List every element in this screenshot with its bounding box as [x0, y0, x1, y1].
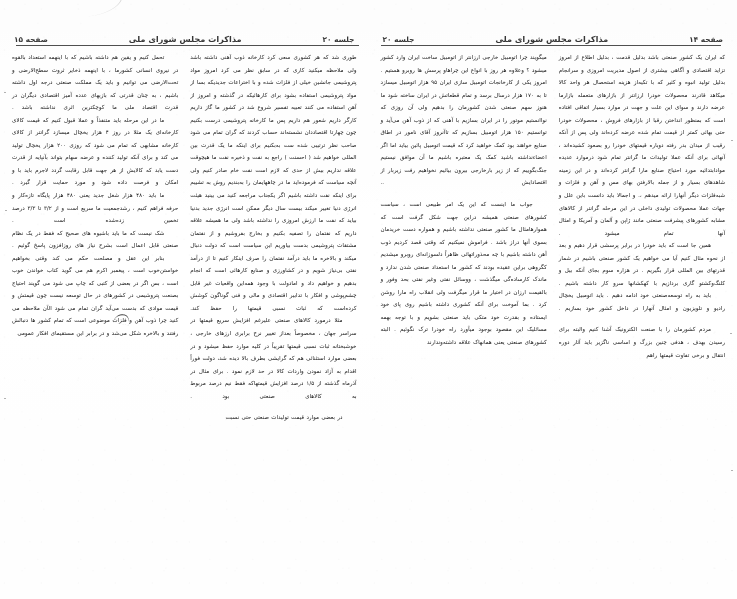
page-header-right	[383, 26, 724, 44]
paragraph: همین جا است که باید خودرا در برابر پرسشی قرار دهیم و بعد از نحوه مثال کنیم آیا می خواهیم یک کشور صنعتی باشیم در شمار قدرتهای بین المللی قرار بگیریم . در هزاره سوم بجای آنکه بیل و کلنگ‌وکشتو گاری بردازیم با کهکشانها سرو کار داشته باشیم .	[558, 243, 725, 287]
paragraph: بنابر این عقل و مصلحت حکم می کند وقتی بخواهیم خواستن‌خوب است ، پیغمبر اکرم هم می گوید کتاب خواندن خوب است ، بس اگر در بعضی از کتبی که چاپ می شود می گویند احتیاج بصنعت پتروشیمی در کشورهای در حال توسعه نیست چون قیمتش و قیمت موادی که بدست می‌آید گران تمام می شود الآن ملاحظه می کنید چرا ذوب آهن و فلزات موضوعی است که تمام کشور ها دنبالش رفتند و بالاخره شکل می‌شد و در برابر این مستقیمای افکار عمومی	[12, 255, 179, 338]
page-right	[369, 0, 737, 599]
text-columns-right	[381, 52, 726, 569]
paragraph: میگویند چرا اتومبیل خارجی ارزانتر از اتومبیل ساخت ایران وارد کشور میشود ؟ وعلاوه هر روز با انواع این چراهاو پرسش ها روبرو هستیم . امروز یکی از کارخانجات اتومبیل سازی ایران ۹۵ هزار اتومبیل میسازد تا به ۱۷۰ هزار درسال برسد و تمام قطعاتش در ایران ساخته شود ما هنوز سهم صنعتی شدن کشورمان را بدهیم ولی آن روزی که نواانستیم موتور را در ایران بسازیم با آهنی که از ذوب آهن می‌آید و توانستیم ۱۵۰ هزار اتومبیل بسازیم که تاآنروز آقای نامور در اطاق صنایع خواهند بود کمک خواهید کرد که قیمت اتومبیل پائین بیاید اما اگر اعضاءنداشته باشید کمک یک معتبره باشیم ما آن موافق نیستیم جنگ‌بگوییم که از زیر بارخارجی بیرون بیائیم نخواهیم رفت زیربار از اقتصادایش ..	[380, 55, 547, 187]
paragraph: جواب ما اینست که این یک امر طبیعی است ، سیاست کشورهای صنعتی همیشه دراین جهت شکل گرفت است که هموارهامثال ما کشور صنعتی نداشته باشیم و همواره دست خریدمان بسوی آنها دراز باشد . فراموش نمیکنیم که وقتی قصد کردیم ذوب آهن داشته باشیم با چه محذوراتهائی ظاهراً دلسوزانه‌ای روبرو میشدیم کگروهی براین عقیده بودند که کشور ما استعداد صنعتی شدن ندارد و ماندک کارساده‌گی میگذشت ، ووسائل نفتی وغیر نفتی بحد وفور و بالقیمت ارزان در اختیار ما قرار میگرفت ولی انقلاب راه مارا روشن کرد . بما آموخت برای آنکه کشوری داشته باشیم روی پای خود ایستاده و بقدرت خود متکی باید صنعتی بشویم و با توجه بهمه مسائلیک این مقصود بوجود میآورد راه خودرا ترک نگوئیم . البته کشورهای صنعتی یعنی همانهاک علاقه داشته‌وندارند	[380, 202, 547, 347]
column-left-outer	[190, 52, 356, 569]
column-right-outer	[381, 52, 547, 569]
session-label-left: جلسه ۲۰	[322, 35, 355, 44]
scan-edge-tick	[4, 398, 6, 399]
page-number-left: صفحه ۱۵	[14, 35, 48, 44]
paragraph: شک نیست که ما باید باشیوه های صحیح که فقط در یک نظام صنعتی قابل اعمال است بشرح نیاز های روزافزون پاسخ گوئیم .	[12, 230, 179, 250]
column-right-inner	[559, 52, 725, 569]
paragraph: مثلا درمورد کالاهای صنعتی علیرغم افزایش سریع قیمتها در سراسر جهان ، مخصوصاً بعداز تغییر نرخ برابری ارزهای خارجی ، خوشبختانه ثبات نسبی قیمتها تقریباً در کلیه موارد حفظ میشود و در بعضی موارد استثنائی هم که گرایشی بطرف بالا دیده شد، دولت فوراً اقدام به آزاد نمودن واردات کالا در حد لازم نمود . برای مثال در آذرماه گذشته از ۱/۵ درصد افزایش قیمتهاکه فقط نیم درصد مربوط به کالاهای صنعتی بود .	[190, 318, 357, 400]
page-number-right: صفحه ۱۴	[689, 35, 723, 44]
paragraph: باید به راه توسعه‌صنعتی خود ادامه دهیم . باید اتومبیل یخچال رادیو و تلویزیون و امثال آنهارا در داخل کشور خود بسازیم .	[558, 293, 725, 312]
scan-edge-tick	[731, 140, 733, 141]
text-columns-left	[12, 52, 357, 569]
header-rule-right	[381, 45, 722, 46]
scan-edge-tick	[731, 470, 733, 471]
paragraph: مردم کشورمان را با صنعت الکترونیک آشنا کنیم والبته برای رسیدن بهدف ، هدفی چنین بزرگ و اساسی ناگزیر باید آثار دوره انتقال و برخی تفاوت قیمتها راهم	[558, 327, 725, 359]
paragraph: در بعضی موارد قیمت تولیدات صنعتی حتی نسبت	[225, 415, 343, 422]
scan-edge-tick	[730, 333, 732, 334]
column-left-outer-body	[190, 52, 356, 425]
publication-title-left: مذاکرات مجلس شورای ملی	[128, 34, 242, 44]
header-rule-left	[16, 45, 359, 46]
scan-edge-tick	[5, 210, 7, 211]
paragraph: ما در این مرحله باید متنفذاً و عملا قبول کنیم که قیمت کالای کارخانه‌ای یک مثلا در روز ۴ هزار یخچال میسازد گرانتر از کالای کارخانه مشابهی که تمام می شود که روزی ۲۰۰ هزار یخچال تولید می کند و برای آنکه تولید کننده و عرضه سهام بتواند بآنپایه از قدرت دست یابد که کالایش از هر جهت قابل رقابت گردد لاجرم باید با و امکان و فرصت داده شود و مورد حمایت قرار گیرد .	[12, 117, 179, 187]
paragraph: ما باید ۴۸۰ هزار شغل جدید یعنی ۴۸۰ هزار پایگاه تازه‌کار و حرفه فراهم کنیم ، رشدجمعیت ما سریع است و از ۳/۲ تا ۳/۳ درصد تخمین زده‌شده است .	[12, 193, 179, 225]
session-label-right: جلسه ۲۰	[382, 35, 415, 44]
column-right-inner-body	[559, 52, 725, 362]
column-right-outer-body	[381, 52, 547, 350]
page-header-left	[14, 26, 355, 44]
publication-title-right: مذاکرات مجلس شورای ملی	[495, 34, 609, 44]
paragraph: تحمل کنیم و یقین هم داشته باشیم که با اینهمه استعداد بالقوه در نیروی انسانی کشورما ، با اینهمه ذخایر ثروت سطح‌الارضی و تحت‌الارضی می توانیم و باید یک مملکت صنعتی درجه اول داشته باشیم ، به چنان قدرتی که بازیهای عدده آمیز اقتصادی دیگران در قدرت اقتصاد ملی ما کوچکترین اثری نداشته باشد .	[12, 55, 179, 112]
scan-edge-tick	[4, 92, 6, 93]
column-left-inner-body	[12, 52, 178, 341]
paragraph: که ایران یک کشور صنعتی باشد بدلیل قدمت ، بدلیل اطلاع از امروز تزاید اقتصادی و آگاهی بیشتری از اصول مدیریت امروزی و سرانجام بدلیل تولید انبوه و کثیر که با تکیه‌از هزینه استحصال هر واحد کالا میکاهد قادرند محصولات خودرا ارزانتر از بازارهای متعمله بازارما عرضه دارند و سوای این علت و جهت در موارد بسیار اتفاقی افتاده است که بمنظور انداختن رقبا از بازارهای فروش ، محصولات خودرا حتی بهائی کمتر از قیمت تمام شده عرضه کرده‌اند ولی پس از آنکه رقیب از میدان بدر رفته دوباره قیمتهای خودرا رو بصعود کشیده‌اند ، آنهائی برای آنکه عملا تولیدات ما گرانتر تمام شود درموارد عدیده موادابتدائیه مورد احتیاج صنایع مارا گرانتر کرده‌اند و در این زمینه شاهدهای بسیار و از جمله بالارفتن بهای مس و آهن و فلزات و شبه‌فلزات دیگر آنهارا ارائه میدهم ،. و اجمالا باید دانست باین علل و جهات عملا محصولات تولیدی داخلی در این مرحله گرانتر از کالاهای مشابه کشورهای پیشرفت صنعتی مانند ژاپن و آلمان و آمریکا و امثال آنها تمام میشود .	[558, 55, 725, 237]
column-left-inner	[12, 52, 178, 569]
paragraph: طوری شد که هر کشوری سعی کرد کارخانه ذوب آهنی داشته باشد ولی ملاحظه میکنید کاری که در سابق نظر می کرد امروز مواد پتروشیمی جانشین خیلی از فلزات شده و با اختراعات جدیدیکه بسا از مواد پتروشیمی استفاده بشود برای کارهائیکه در گذشته و امروز از آهن استفاده می کنند تعبیه تفسیر شروع شد در کشور ما گاز داریم کارگر داریم شعور هم داریم پس ما کارخانه پتروشیمی درست بکنیم چون چهارتا اقتصاددان نشسته‌اند حساب کردند که گران تمام می شود صاحب نظر ترتیبی شده ست به‌بکنیم برای اینکه ما یک قدرت بین المللی خواهیم شد ( احسنت ) راجع به نفت و ذخیره نفت ما هیچوقت علاقه نداریم بیش از حدی که لازم است نفت خام صادر کنیم ولی آنچه سیاست که فرموده‌اید ما در چاههایمان را به‌بندیم روش به تشییم برای اینکه نفت داشته باشیم اگر یکجناب مراجعه کنید می بینید هیئت انرژی دنیا تغییر میکند بیست سال دیگر ممکن است انرژی جدید بدنیا بیاید که نفت ما ارزش امروزی را نداشته باشد ولی ما همیشه علاقه داریم که نفتمان را تصفیه بکنیم و بخارج بفروشیم و از نفتمان مشتقات پتروشیمی بدست بیاوریم این سیاست است که دولت دنبال میکند و بالاخره ما باید درآمد نفتمان را صرف اینکار کنیم تا از درآمد نفتی بی‌نیاز شویم و در کشاورزی و صنایع کارهائی است که انجام بدهیم و خواهیم داد و امادولت با وجود همه‌این واقعیات غیر قابل چشم‌پوشی و افکار با تدابیر اقتصادی و مالی و فنی گوناگون کوشش کرده‌است که ثبات نسبی قیمتها را حفظ کند.	[190, 55, 357, 312]
